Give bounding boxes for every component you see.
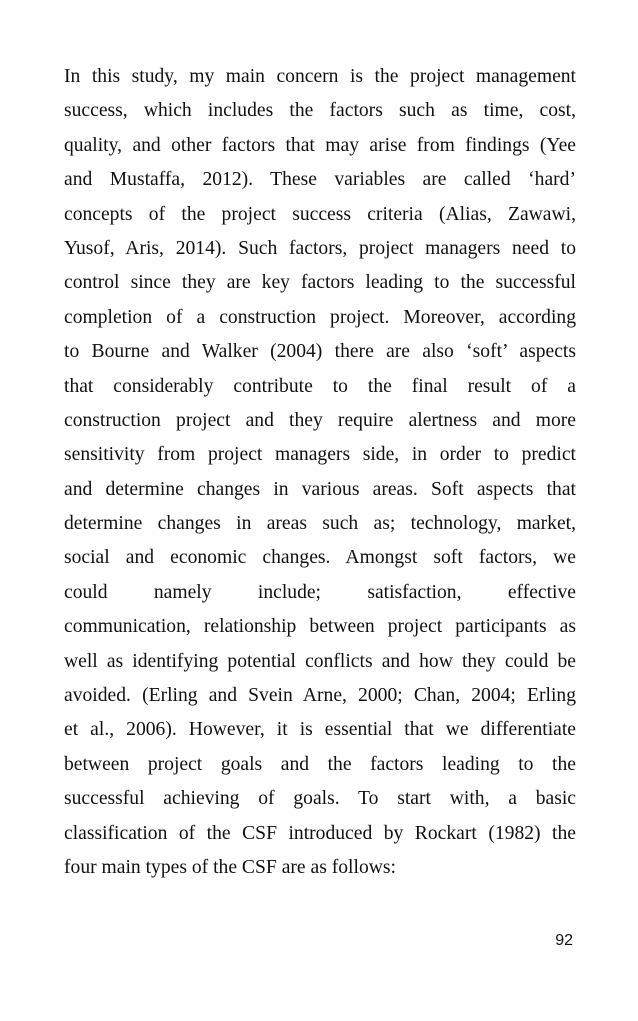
paragraph-line: could namely include; satisfaction, effective <box>64 581 576 603</box>
paragraph-line: et al., 2006). However, it is essential that we differentiate <box>64 719 576 741</box>
paragraph-line: In this study, my main concern is the project management <box>64 66 576 87</box>
paragraph-line: completion of a construction project. Moreover, according <box>64 306 576 328</box>
paragraph-line: sensitivity from project managers side, in order to predict <box>64 444 576 466</box>
paragraph-line: success, which includes the factors such as time, cost, <box>64 100 576 122</box>
paragraph-line: to Bourne and Walker (2004) there are also ‘soft’ aspects <box>64 341 576 363</box>
paragraph-line: classification of the CSF introduced by Rockart (1982) the <box>64 822 576 844</box>
paragraph-line: successful achieving of goals. To start with, a basic <box>64 788 576 810</box>
paragraph-line: and determine changes in various areas. Soft aspects that <box>64 478 576 500</box>
paragraph-line: between project goals and the factors leading to the <box>64 753 576 775</box>
body-paragraph <box>64 60 576 885</box>
paragraph-line: and Mustaffa, 2012). These variables are called ‘hard’ <box>64 169 576 191</box>
paragraph-line: quality, and other factors that may arise from findings (Yee <box>64 134 576 156</box>
paragraph-line: determine changes in areas such as; technology, market, <box>64 513 576 535</box>
paragraph-line: four main types of the CSF are as follows: <box>64 856 396 878</box>
page-number: 92 <box>555 932 573 949</box>
paragraph-line: communication, relationship between project participants as <box>64 616 576 638</box>
paragraph-line: construction project and they require alertness and more <box>64 409 576 431</box>
paragraph-line: control since they are key factors leading to the successful <box>64 272 576 294</box>
paragraph-line: social and economic changes. Amongst soft factors, we <box>64 547 576 569</box>
paragraph-line: that considerably contribute to the final result of a <box>64 375 576 397</box>
paragraph-line: well as identifying potential conflicts and how they could be <box>64 650 576 672</box>
paragraph-line: Yusof, Aris, 2014). Such factors, project managers need to <box>64 237 576 259</box>
paragraph-line: concepts of the project success criteria (Alias, Zawawi, <box>64 203 576 225</box>
paragraph-line: avoided. (Erling and Svein Arne, 2000; Chan, 2004; Erling <box>64 685 576 707</box>
